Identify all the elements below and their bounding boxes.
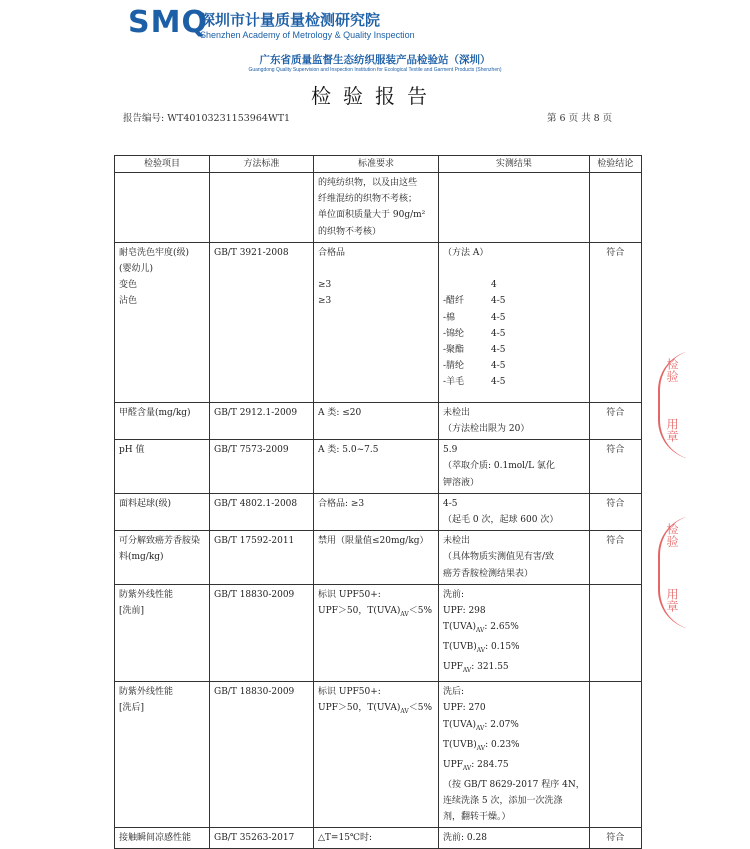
- cell-conclusion: [589, 682, 641, 828]
- cell-item-line: 沾色: [119, 296, 138, 307]
- table-row: [115, 493, 642, 530]
- cell-requirement-line: 合格品: [318, 247, 346, 258]
- cell-result-line: 洗前: 0.28: [443, 833, 487, 844]
- inspection-table: [114, 155, 642, 849]
- table-row: [115, 682, 642, 828]
- cell-result: [439, 828, 590, 849]
- cell-conclusion: 符合: [589, 440, 641, 494]
- cell-method: GB/T 35263-2017: [210, 828, 314, 849]
- org-name-en: Shenzhen Academy of Metrology & Quality Inspection: [200, 30, 415, 40]
- cell-requirement: [314, 828, 439, 849]
- cell-result-line: （起毛 0 次，起球 600 次）: [443, 515, 559, 526]
- cell-item: [115, 242, 210, 402]
- cell-result-line: 剂，翻转干燥。）: [443, 812, 511, 823]
- cell-conclusion: 符合: [589, 828, 641, 849]
- cell-item-line: 耐皂洗色牢度(级): [119, 247, 190, 258]
- cell-item: [115, 173, 210, 243]
- cell-requirement-line: UPF＞50，$T(UVA)_{AV}<5\%$: [318, 606, 432, 618]
- table-row: [115, 440, 642, 494]
- cell-conclusion: 符合: [589, 242, 641, 402]
- cell-requirement-line: 的纯纺织物，以及由这些: [318, 178, 418, 188]
- cell-method: GB/T 4802.1-2008: [210, 493, 314, 530]
- cell-result-line: 连续洗涤 5 次，添加一次洗涤: [443, 795, 563, 806]
- result-pair-label: -腈纶: [443, 361, 465, 372]
- station-name-cn: 广东省质量监督生态纺织服装产品检验站（深圳）: [259, 54, 491, 66]
- result-pair-label: -棉: [443, 312, 456, 323]
- cell-result-line: 未检出: [443, 536, 471, 547]
- cell-requirement-line: 的织物不考核）: [318, 226, 382, 237]
- cell-result-line: UPF: 270: [443, 703, 486, 714]
- cell-result-line: （具体物质实测值见有害/致: [443, 552, 555, 563]
- cell-result-line: $UPF_{AV}$: 284.75: [443, 759, 509, 772]
- cell-requirement: [314, 682, 439, 828]
- result-pair: [443, 277, 585, 293]
- result-pair-label: -聚酯: [443, 345, 465, 356]
- result-pair: [443, 310, 585, 326]
- result-pair-label: -羊毛: [443, 377, 465, 388]
- cell-requirement-line: 标识 UPF50+:: [318, 589, 381, 600]
- station-name-en: Guangdong Quality Supervision and Inspection Institution for Ecological Textile and Garment Products (Shenzhen): [248, 67, 502, 73]
- logo-mark: SMQ: [128, 5, 208, 40]
- cell-result: [439, 682, 590, 828]
- result-pair: [443, 342, 585, 358]
- page-number: 第 6 页 共 8 页: [547, 113, 613, 124]
- org-name-cn: 深圳市计量质量检测研究院: [200, 11, 381, 29]
- cell-result-line: 洗前:: [443, 589, 465, 600]
- result-pair: [443, 374, 585, 390]
- cell-requirement-line: ≥3: [318, 296, 332, 307]
- cell-item: [115, 584, 210, 681]
- cell-result-line: $T(UVB)_{AV}$: 0.15%: [443, 642, 520, 655]
- cell-result-line: 未检出: [443, 407, 471, 418]
- cell-conclusion: [589, 173, 641, 243]
- cell-method: GB/T 7573-2009: [210, 440, 314, 494]
- cell-item-line: [洗后]: [119, 703, 145, 714]
- cell-item-line: 面料起球(级): [119, 498, 172, 509]
- cell-result: [439, 531, 590, 585]
- cell-conclusion: 符合: [589, 531, 641, 585]
- cell-result: [439, 173, 590, 243]
- cell-result-line: UPF: 298: [443, 606, 486, 617]
- cell-result-line: $T(UVB)_{AV}$: 0.23%: [443, 739, 520, 752]
- seal-stamp-top: 检验: [652, 350, 686, 460]
- cell-result: [439, 242, 590, 402]
- cell-requirement-line: 纤维混纺的织物不考核；: [318, 194, 418, 205]
- cell-result-line: （方法 A）: [443, 247, 489, 258]
- cell-result-line: $T(UVA)_{AV}$: 2.65%: [443, 622, 519, 635]
- logo: [128, 6, 418, 42]
- table-header-row: [115, 156, 642, 173]
- cell-item: [115, 531, 210, 585]
- cell-method: GB/T 18830-2009: [210, 682, 314, 828]
- result-pair-value: 4-5: [491, 328, 506, 339]
- table-row: [115, 531, 642, 585]
- cell-item-line: 可分解致癌芳香胺染: [119, 536, 201, 547]
- cell-requirement: [314, 493, 439, 530]
- cell-item-line: 防紫外线性能: [119, 687, 174, 698]
- cell-requirement-line: △T=15℃时:: [318, 833, 373, 844]
- table-row: [115, 828, 642, 849]
- cell-requirement-line: A 类: ≤20: [318, 407, 362, 418]
- seal-stamp-top-text: 用章: [665, 418, 679, 442]
- table-row: [115, 402, 642, 439]
- header-method: 方法标准: [210, 156, 314, 173]
- cell-item-line: 防紫外线性能: [119, 589, 174, 600]
- cell-item: [115, 828, 210, 849]
- cell-item-line: [洗前]: [119, 606, 145, 617]
- cell-result-line: 癌芳香胺检测结果表）: [443, 568, 534, 579]
- cell-result: [439, 493, 590, 530]
- cell-method: GB/T 2912.1-2009: [210, 402, 314, 439]
- cell-result-line: 5.9: [443, 445, 458, 456]
- result-pair: [443, 358, 585, 374]
- result-pair-label: -锦纶: [443, 328, 465, 339]
- cell-result-line: （方法检出限为 20）: [443, 424, 530, 435]
- cell-item: [115, 682, 210, 828]
- result-pair-value: 4-5: [491, 377, 506, 388]
- cell-method: GB/T 3921-2008: [210, 242, 314, 402]
- cell-result-line: 4-5: [443, 498, 458, 509]
- cell-result-line: 钾溶液）: [443, 477, 480, 488]
- report-number: 报告编号: WT40103231153964WT1: [123, 113, 291, 124]
- table-row: [115, 242, 642, 402]
- cell-requirement: [314, 531, 439, 585]
- cell-item-line: 甲醛含量(mg/kg): [119, 407, 191, 418]
- result-pair-value: 4-5: [491, 312, 506, 323]
- cell-item-line: 料(mg/kg): [119, 552, 164, 563]
- cell-requirement-line: A 类: 5.0~7.5: [318, 445, 379, 456]
- cell-item: [115, 402, 210, 439]
- seal-stamp-bottom-text: 用章: [665, 588, 679, 612]
- cell-result-line: $T(UVA)_{AV}$: 2.07%: [443, 719, 519, 732]
- cell-requirement-line: ≥3: [318, 280, 332, 291]
- cell-result: [439, 402, 590, 439]
- cell-requirement: [314, 440, 439, 494]
- cell-requirement-line: 标识 UPF50+:: [318, 687, 381, 698]
- cell-result-line: [443, 261, 585, 277]
- cell-requirement-line: 单位面积质量大于 90g/m²: [318, 210, 426, 221]
- cell-requirement-line: 合格品: ≥3: [318, 498, 365, 509]
- cell-result-line: （按 GB/T 8629-2017 程序 4N，: [443, 779, 585, 790]
- cell-requirement: [314, 584, 439, 681]
- cell-item-line: (婴幼儿): [119, 264, 154, 275]
- cell-requirement-line: [318, 261, 434, 277]
- header-item: 检验项目: [115, 156, 210, 173]
- cell-result-line: （萃取介质: 0.1mol/L 氯化: [443, 461, 555, 472]
- result-pair-label: -醋纤: [443, 296, 465, 307]
- result-pair-value: 4-5: [491, 361, 506, 372]
- cell-conclusion: 符合: [589, 493, 641, 530]
- cell-result: [439, 584, 590, 681]
- cell-conclusion: 符合: [589, 402, 641, 439]
- cell-requirement-line: UPF＞50，$T(UVA)_{AV}<5\%$: [318, 703, 432, 716]
- result-pair-value: 4-5: [491, 296, 506, 307]
- cell-conclusion: [589, 584, 641, 681]
- result-pair: [443, 293, 585, 309]
- cell-result: [439, 440, 590, 494]
- result-pair-value: 4-5: [491, 345, 506, 356]
- seal-stamp-bottom: 检验: [652, 515, 686, 630]
- cell-result-line: $UPF_{AV}$: 321.55: [443, 662, 509, 675]
- cell-item-line: 接触瞬间凉感性能: [119, 833, 192, 844]
- cell-requirement: [314, 402, 439, 439]
- cell-method: GB/T 17592-2011: [210, 531, 314, 585]
- cell-method: GB/T 18830-2009: [210, 584, 314, 681]
- cell-item: [115, 493, 210, 530]
- header-conclusion: 检验结论: [589, 156, 641, 173]
- header-requirement: 标准要求: [314, 156, 439, 173]
- result-pair: [443, 326, 585, 342]
- cell-requirement: [314, 242, 439, 402]
- table-row: [115, 173, 642, 243]
- cell-method: [210, 173, 314, 243]
- table-row: [115, 584, 642, 681]
- cell-item: [115, 440, 210, 494]
- cell-item-line: pH 值: [119, 445, 145, 456]
- cell-requirement-line: 禁用（限量值≤20mg/kg）: [318, 536, 429, 547]
- result-pair-value: 4: [491, 280, 497, 291]
- cell-requirement: [314, 173, 439, 243]
- cell-result-line: 洗后:: [443, 687, 465, 698]
- cell-item-line: 变色: [119, 280, 138, 291]
- document-title: 检验报告: [311, 84, 439, 108]
- header-result: 实测结果: [439, 156, 590, 173]
